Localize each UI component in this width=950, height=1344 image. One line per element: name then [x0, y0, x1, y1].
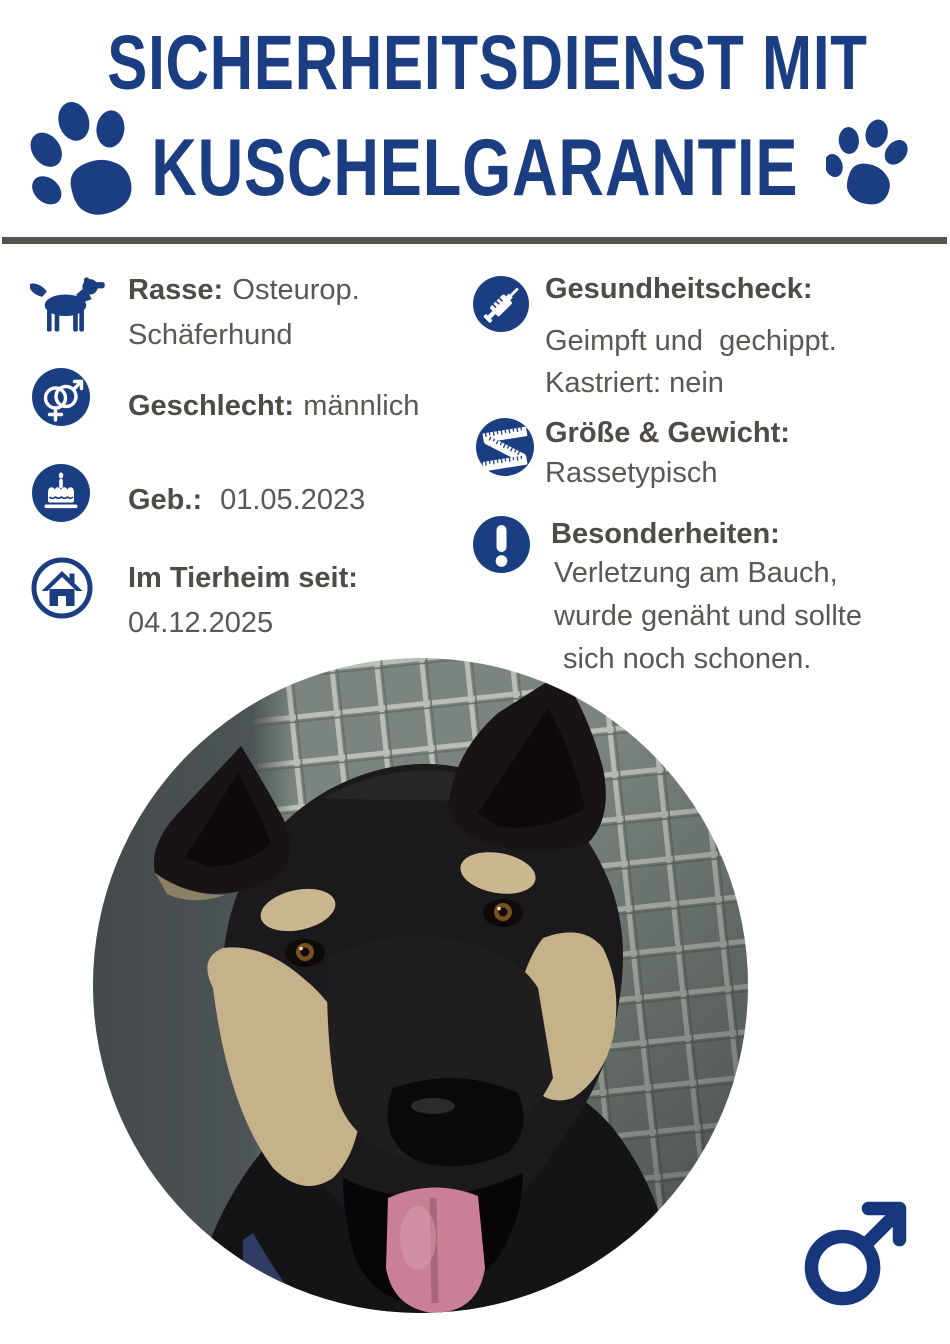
divider [2, 237, 947, 244]
besonderheiten-line3: sich noch schonen. [563, 643, 812, 675]
besonderheiten-line1: Verletzung am Bauch, [554, 557, 838, 589]
paw-print-icon-right [826, 118, 914, 217]
geschlecht-value: männlich [303, 390, 420, 422]
groesse-line1: Rassetypisch [545, 457, 718, 489]
tierheim-label: Im Tierheim seit: [128, 562, 358, 594]
gesundheitscheck-label: Gesundheitscheck: [545, 273, 813, 305]
groesse-gewicht-label: Größe & Gewicht: [545, 417, 790, 449]
geb-label: Geb.: [128, 484, 203, 516]
info-geburtstag [128, 478, 365, 523]
geschlecht-label: Geschlecht: [128, 390, 294, 422]
info-tierheim-seit [128, 556, 408, 646]
besonderheiten-label: Besonderheiten: [551, 518, 780, 550]
dog-photo [93, 658, 748, 1313]
exclamation-icon [473, 516, 530, 578]
paw-print-icon-left [28, 98, 150, 233]
gesundheit-line1: Geimpft und gechippt. [545, 325, 837, 357]
info-rasse [128, 268, 393, 358]
syringe-icon [473, 276, 529, 337]
dog-icon [28, 276, 106, 338]
home-icon [31, 557, 93, 624]
flyer-title-line2: KUSCHELGARANTIE [151, 123, 799, 213]
gesundheit-line2: Kastriert: nein [545, 367, 724, 399]
gender-icon [32, 368, 90, 431]
flyer-title-line1: SICHERHEITSDIENST MIT [107, 20, 868, 106]
besonderheiten-line2: wurde genäht und sollte [554, 600, 862, 632]
gesundheitscheck-text [545, 320, 837, 404]
info-geschlecht [128, 384, 419, 429]
geb-value: 01.05.2023 [220, 484, 366, 516]
groesse-gewicht-text [545, 452, 717, 494]
male-symbol-icon [799, 1194, 913, 1315]
besonderheiten-text [554, 552, 862, 681]
ruler-icon [476, 418, 534, 481]
birthday-cake-icon [32, 464, 90, 527]
tierheim-value: 04.12.2025 [128, 607, 274, 639]
rasse-label: Rasse: [128, 274, 224, 306]
rasse-value: Osteurop. Schäferhund [128, 274, 360, 351]
